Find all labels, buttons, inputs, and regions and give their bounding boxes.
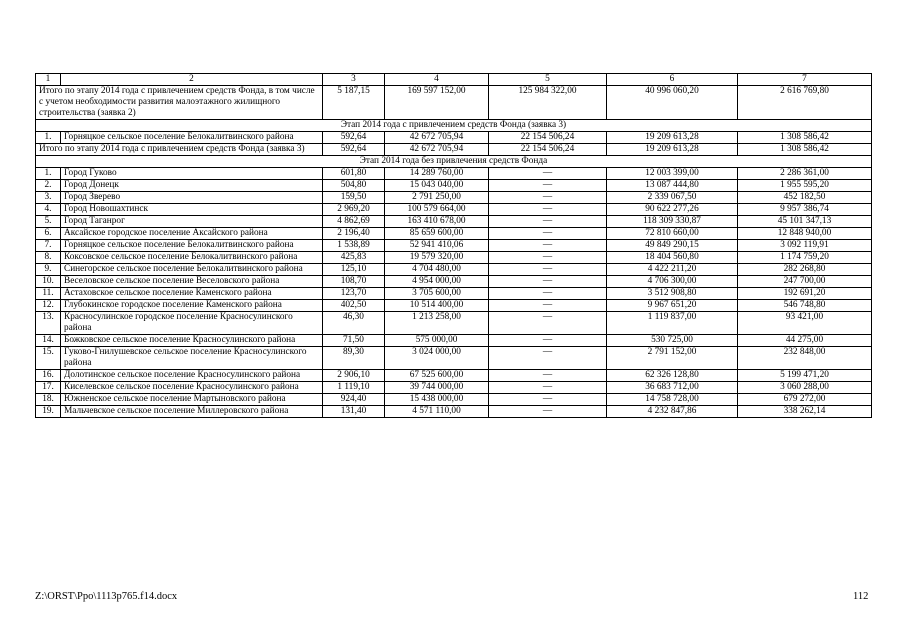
- value-cell: —: [489, 394, 607, 406]
- value-cell: 1 308 586,42: [738, 144, 872, 156]
- value-cell: —: [489, 288, 607, 300]
- table-row: [36, 300, 872, 312]
- municipality-name: Красносулинское городское поселение Красносулинского района: [61, 312, 323, 335]
- table-row: [36, 347, 872, 370]
- section-row: [36, 156, 872, 168]
- value-cell: 2 906,10: [323, 370, 385, 382]
- header-cell: 1: [36, 74, 61, 86]
- value-cell: 504,80: [323, 180, 385, 192]
- value-cell: 402,50: [323, 300, 385, 312]
- row-number: 18.: [36, 394, 61, 406]
- value-cell: 1 308 586,42: [738, 132, 872, 144]
- value-cell: 2 616 769,80: [738, 86, 872, 120]
- table-row: [36, 216, 872, 228]
- value-cell: 42 672 705,94: [385, 132, 489, 144]
- value-cell: 62 326 128,80: [607, 370, 738, 382]
- value-cell: —: [489, 168, 607, 180]
- value-cell: 49 849 290,15: [607, 240, 738, 252]
- value-cell: 1 213 258,00: [385, 312, 489, 335]
- table-row: [36, 204, 872, 216]
- table-row: [36, 406, 872, 418]
- value-cell: 125 984 322,00: [489, 86, 607, 120]
- municipality-name: Мальчевское сельское поселение Миллеровского района: [61, 406, 323, 418]
- value-cell: —: [489, 180, 607, 192]
- section-title: Этап 2014 года с привлечением средств Фонда (заявка 3): [36, 120, 872, 132]
- value-cell: 1 955 595,20: [738, 180, 872, 192]
- row-number: 13.: [36, 312, 61, 335]
- row-number: 16.: [36, 370, 61, 382]
- value-cell: 3 060 288,00: [738, 382, 872, 394]
- table-row: [36, 252, 872, 264]
- value-cell: 2 969,20: [323, 204, 385, 216]
- value-cell: 4 232 847,86: [607, 406, 738, 418]
- value-cell: 18 404 560,80: [607, 252, 738, 264]
- row-number: 1.: [36, 168, 61, 180]
- municipality-name: Веселовское сельское поселение Веселовского района: [61, 276, 323, 288]
- value-cell: 2 286 361,00: [738, 168, 872, 180]
- value-cell: 14 758 728,00: [607, 394, 738, 406]
- table-body: [36, 74, 872, 418]
- municipality-name: Глубокинское городское поселение Каменского района: [61, 300, 323, 312]
- value-cell: 546 748,80: [738, 300, 872, 312]
- value-cell: 163 410 678,00: [385, 216, 489, 228]
- table-row: [36, 382, 872, 394]
- total-row: [36, 86, 872, 120]
- value-cell: 36 683 712,00: [607, 382, 738, 394]
- municipality-name: Киселевское сельское поселение Красносулинского района: [61, 382, 323, 394]
- value-cell: —: [489, 204, 607, 216]
- table-row: [36, 180, 872, 192]
- value-cell: —: [489, 300, 607, 312]
- table-row: [36, 335, 872, 347]
- table-row: [36, 228, 872, 240]
- row-number: 10.: [36, 276, 61, 288]
- table-row: [36, 370, 872, 382]
- value-cell: 39 744 000,00: [385, 382, 489, 394]
- value-cell: —: [489, 240, 607, 252]
- value-cell: 169 597 152,00: [385, 86, 489, 120]
- value-cell: 1 538,89: [323, 240, 385, 252]
- table-row: [36, 394, 872, 406]
- value-cell: 159,50: [323, 192, 385, 204]
- municipality-name: Город Гуково: [61, 168, 323, 180]
- table-row: [36, 264, 872, 276]
- value-cell: 9 967 651,20: [607, 300, 738, 312]
- value-cell: 2 339 067,50: [607, 192, 738, 204]
- municipality-name: Южненское сельское поселение Мартыновского района: [61, 394, 323, 406]
- value-cell: 452 182,50: [738, 192, 872, 204]
- value-cell: 15 438 000,00: [385, 394, 489, 406]
- row-number: 7.: [36, 240, 61, 252]
- value-cell: 1 119,10: [323, 382, 385, 394]
- value-cell: 3 512 908,80: [607, 288, 738, 300]
- value-cell: —: [489, 406, 607, 418]
- value-cell: —: [489, 216, 607, 228]
- total-row: [36, 144, 872, 156]
- row-number: 14.: [36, 335, 61, 347]
- row-number: 19.: [36, 406, 61, 418]
- value-cell: 108,70: [323, 276, 385, 288]
- value-cell: 13 087 444,80: [607, 180, 738, 192]
- value-cell: 72 810 660,00: [607, 228, 738, 240]
- value-cell: 575 000,00: [385, 335, 489, 347]
- table-row: [36, 192, 872, 204]
- value-cell: 530 725,00: [607, 335, 738, 347]
- value-cell: 14 289 760,00: [385, 168, 489, 180]
- value-cell: 4 954 000,00: [385, 276, 489, 288]
- value-cell: 4 422 211,20: [607, 264, 738, 276]
- value-cell: 3 705 600,00: [385, 288, 489, 300]
- header-cell: 7: [738, 74, 872, 86]
- value-cell: —: [489, 335, 607, 347]
- value-cell: 592,64: [323, 144, 385, 156]
- value-cell: 2 196,40: [323, 228, 385, 240]
- value-cell: 131,40: [323, 406, 385, 418]
- value-cell: 19 209 613,28: [607, 132, 738, 144]
- value-cell: 338 262,14: [738, 406, 872, 418]
- value-cell: 12 003 399,00: [607, 168, 738, 180]
- municipality-name: Город Таганрог: [61, 216, 323, 228]
- value-cell: 89,30: [323, 347, 385, 370]
- municipality-name: Астаховское сельское поселение Каменского района: [61, 288, 323, 300]
- column-number-row: [36, 74, 872, 86]
- value-cell: —: [489, 370, 607, 382]
- value-cell: 592,64: [323, 132, 385, 144]
- row-number: 3.: [36, 192, 61, 204]
- municipality-name: Горняцкое сельское поселение Белокалитвинского района: [61, 240, 323, 252]
- value-cell: 2 791 152,00: [607, 347, 738, 370]
- value-cell: 679 272,00: [738, 394, 872, 406]
- row-number: 6.: [36, 228, 61, 240]
- value-cell: 42 672 705,94: [385, 144, 489, 156]
- value-cell: 5 199 471,20: [738, 370, 872, 382]
- value-cell: 71,50: [323, 335, 385, 347]
- municipality-name: Город Новошахтинск: [61, 204, 323, 216]
- value-cell: —: [489, 264, 607, 276]
- value-cell: 12 848 940,00: [738, 228, 872, 240]
- value-cell: 232 848,00: [738, 347, 872, 370]
- value-cell: 90 622 277,26: [607, 204, 738, 216]
- value-cell: 40 996 060,20: [607, 86, 738, 120]
- value-cell: 282 268,80: [738, 264, 872, 276]
- value-cell: 67 525 600,00: [385, 370, 489, 382]
- value-cell: 52 941 410,06: [385, 240, 489, 252]
- value-cell: —: [489, 192, 607, 204]
- value-cell: 22 154 506,24: [489, 132, 607, 144]
- header-cell: 2: [61, 74, 323, 86]
- value-cell: 1 119 837,00: [607, 312, 738, 335]
- value-cell: —: [489, 312, 607, 335]
- value-cell: 425,83: [323, 252, 385, 264]
- section-title: Этап 2014 года без привлечения средств Фонда: [36, 156, 872, 168]
- value-cell: 601,80: [323, 168, 385, 180]
- table-row: [36, 132, 872, 144]
- value-cell: 15 043 040,00: [385, 180, 489, 192]
- municipality-name: Аксайское городское поселение Аксайского района: [61, 228, 323, 240]
- header-cell: 3: [323, 74, 385, 86]
- total-label: Итого по этапу 2014 года с привлечением средств Фонда, в том числе с учетом необходимости развития малоэтажного жилищного строительства (заявка 2): [36, 86, 323, 120]
- row-number: 5.: [36, 216, 61, 228]
- table-row: [36, 312, 872, 335]
- value-cell: 19 209 613,28: [607, 144, 738, 156]
- value-cell: 125,10: [323, 264, 385, 276]
- value-cell: 4 862,69: [323, 216, 385, 228]
- value-cell: 192 691,20: [738, 288, 872, 300]
- value-cell: 22 154 506,24: [489, 144, 607, 156]
- value-cell: 1 174 759,20: [738, 252, 872, 264]
- row-number: 9.: [36, 264, 61, 276]
- value-cell: 247 700,00: [738, 276, 872, 288]
- value-cell: 4 704 480,00: [385, 264, 489, 276]
- value-cell: 3 024 000,00: [385, 347, 489, 370]
- row-number: 11.: [36, 288, 61, 300]
- municipality-name: Гуково-Гнилушевское сельское поселение Красносулинского района: [61, 347, 323, 370]
- page-number: 112: [853, 591, 869, 602]
- municipality-name: Синегорское сельское поселение Белокалитвинского района: [61, 264, 323, 276]
- total-label: Итого по этапу 2014 года с привлечением средств Фонда (заявка 3): [36, 144, 323, 156]
- value-cell: 9 957 386,74: [738, 204, 872, 216]
- table-row: [36, 168, 872, 180]
- value-cell: 4 706 300,00: [607, 276, 738, 288]
- value-cell: —: [489, 252, 607, 264]
- municipality-name: Город Зверево: [61, 192, 323, 204]
- footer-file-path: Z:\ORST\Ppo\1113p765.f14.docx: [35, 591, 178, 602]
- value-cell: 100 579 664,00: [385, 204, 489, 216]
- municipality-name: Горняцкое сельское поселение Белокалитвинского района: [61, 132, 323, 144]
- table-row: [36, 240, 872, 252]
- municipality-name: Божковское сельское поселение Красносулинского района: [61, 335, 323, 347]
- value-cell: 10 514 400,00: [385, 300, 489, 312]
- value-cell: 4 571 110,00: [385, 406, 489, 418]
- value-cell: 44 275,00: [738, 335, 872, 347]
- row-number: 17.: [36, 382, 61, 394]
- value-cell: 118 309 330,87: [607, 216, 738, 228]
- row-number: 12.: [36, 300, 61, 312]
- value-cell: —: [489, 347, 607, 370]
- municipality-name: Коксовское сельское поселение Белокалитвинского района: [61, 252, 323, 264]
- section-row: [36, 120, 872, 132]
- row-number: 2.: [36, 180, 61, 192]
- value-cell: 2 791 250,00: [385, 192, 489, 204]
- value-cell: 924,40: [323, 394, 385, 406]
- value-cell: 45 101 347,13: [738, 216, 872, 228]
- value-cell: 93 421,00: [738, 312, 872, 335]
- header-cell: 5: [489, 74, 607, 86]
- row-number: 4.: [36, 204, 61, 216]
- row-number: 8.: [36, 252, 61, 264]
- row-number: 1.: [36, 132, 61, 144]
- value-cell: 46,30: [323, 312, 385, 335]
- value-cell: 3 092 119,91: [738, 240, 872, 252]
- municipality-name: Долотинское сельское поселение Красносулинского района: [61, 370, 323, 382]
- table-row: [36, 288, 872, 300]
- row-number: 15.: [36, 347, 61, 370]
- value-cell: —: [489, 228, 607, 240]
- value-cell: —: [489, 276, 607, 288]
- header-cell: 4: [385, 74, 489, 86]
- value-cell: —: [489, 382, 607, 394]
- table-row: [36, 276, 872, 288]
- value-cell: 85 659 600,00: [385, 228, 489, 240]
- program-table: [35, 73, 872, 418]
- value-cell: 123,70: [323, 288, 385, 300]
- value-cell: 5 187,15: [323, 86, 385, 120]
- value-cell: 19 579 320,00: [385, 252, 489, 264]
- header-cell: 6: [607, 74, 738, 86]
- municipality-name: Город Донецк: [61, 180, 323, 192]
